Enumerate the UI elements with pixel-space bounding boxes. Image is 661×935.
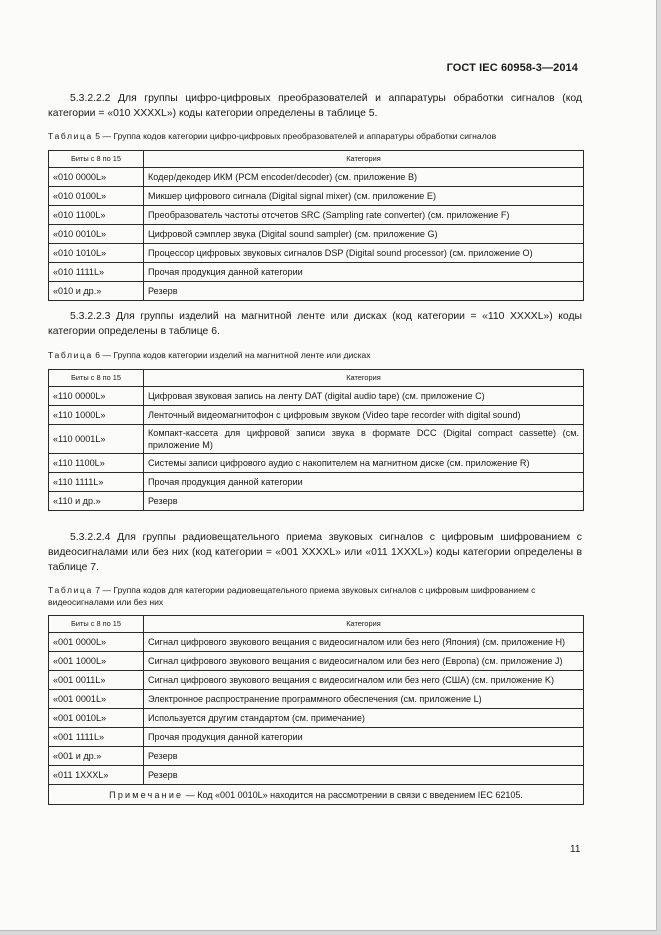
code-cell: «110 1111L» xyxy=(49,473,144,492)
col-category-header: Категория xyxy=(144,151,584,168)
table-header-row xyxy=(49,616,584,633)
note-text: — Код «001 0010L» находится на рассмотрении в связи с введением IEC 62105. xyxy=(183,789,523,800)
category-cell: Ленточный видеомагнитофон с цифровым звуком (Video tape recorder with digital sound) xyxy=(144,406,584,425)
col-bits-header: Биты с 8 по 15 xyxy=(49,370,144,387)
code-cell: «001 1000L» xyxy=(49,652,144,671)
table-header-row xyxy=(49,151,584,168)
code-cell: «110 1100L» xyxy=(49,454,144,473)
table-6 xyxy=(48,369,584,511)
table-row xyxy=(49,728,584,747)
table-row xyxy=(49,225,584,244)
page-number: 11 xyxy=(570,844,581,855)
category-cell: Компакт-кассета для цифровой записи звука в формате DCC (Digital compact cassette) (см. приложение M) xyxy=(144,425,584,454)
category-cell: Используется другим стандартом (см. примечание) xyxy=(144,709,584,728)
table-note-row xyxy=(49,785,584,805)
category-cell: Цифровая звуковая запись на ленту DAT (digital audio tape) (см. приложение C) xyxy=(144,387,584,406)
table-7-caption-label: Таблица xyxy=(48,585,93,595)
table-7-note xyxy=(49,785,584,805)
table-row xyxy=(49,766,584,785)
code-cell: «010 0000L» xyxy=(49,168,144,187)
col-bits-header: Биты с 8 по 15 xyxy=(49,151,144,168)
table-row xyxy=(49,282,584,301)
category-cell: Процессор цифровых звуковых сигналов DSP (Digital sound processor) (см. приложение O) xyxy=(144,244,584,263)
category-cell: Преобразователь частоты отсчетов SRC (Sampling rate converter) (см. приложение F) xyxy=(144,206,584,225)
category-cell: Сигнал цифрового звукового вещания с видеосигналом или без него (Япония) (см. приложение H) xyxy=(144,633,584,652)
table-row xyxy=(49,492,584,511)
category-cell: Резерв xyxy=(144,747,584,766)
code-cell: «001 0011L» xyxy=(49,671,144,690)
table-row xyxy=(49,425,584,454)
code-cell: «110 0000L» xyxy=(49,387,144,406)
table-7 xyxy=(48,615,584,805)
table-5-caption xyxy=(48,130,582,142)
category-cell: Сигнал цифрового звукового вещания с видеосигналом или без него (Европа) (см. приложение J) xyxy=(144,652,584,671)
code-cell: «010 1100L» xyxy=(49,206,144,225)
table-row xyxy=(49,263,584,282)
table-6-caption xyxy=(48,349,582,361)
table-row xyxy=(49,406,584,425)
code-cell: «110 и др.» xyxy=(49,492,144,511)
code-cell: «010 0100L» xyxy=(49,187,144,206)
category-cell: Микшер цифрового сигнала (Digital signal mixer) (см. приложение E) xyxy=(144,187,584,206)
col-category-header: Категория xyxy=(144,616,584,633)
code-cell: «001 0001L» xyxy=(49,690,144,709)
category-cell: Прочая продукция данной категории xyxy=(144,473,584,492)
category-cell: Резерв xyxy=(144,766,584,785)
code-cell: «010 1010L» xyxy=(49,244,144,263)
table-row xyxy=(49,690,584,709)
table-5-caption-label: Таблица xyxy=(48,131,93,141)
category-cell: Кодер/декодер ИКМ (PCM encoder/decoder) (см. приложение B) xyxy=(144,168,584,187)
table-7-caption xyxy=(48,584,582,608)
code-cell: «010 и др.» xyxy=(49,282,144,301)
category-cell: Цифровой сэмплер звука (Digital sound sampler) (см. приложение G) xyxy=(144,225,584,244)
table-row xyxy=(49,168,584,187)
paragraph-5-3-2-2-3: 5.3.2.2.3 Для группы изделий на магнитной ленте или дисках (код категории = «110 XXXXL») коды категории определены в таблице 6. xyxy=(48,311,582,337)
table-row xyxy=(49,387,584,406)
table-5-caption-text: 5 — Группа кодов категории цифро-цифровых преобразователей и аппаратуры обработки сигналов xyxy=(92,131,497,141)
category-cell: Сигнал цифрового звукового вещания с видеосигналом или без него (США) (см. приложение K) xyxy=(144,671,584,690)
col-bits-header: Биты с 8 по 15 xyxy=(49,616,144,633)
paragraph-5-3-2-2-2: 5.3.2.2.2 Для группы цифро-цифровых преобразователей и аппаратуры обработки сигналов (код категории = «010 XXXXL») коды категории определены в таблице 5. xyxy=(48,93,582,119)
note-label: Примечание xyxy=(109,789,184,800)
table-6-caption-label: Таблица xyxy=(48,350,93,360)
table-6-caption-text: 6 — Группа кодов категории изделий на магнитной ленте или дисках xyxy=(92,350,371,360)
category-cell: Прочая продукция данной категории xyxy=(144,263,584,282)
table-row xyxy=(49,206,584,225)
table-row xyxy=(49,747,584,766)
col-category-header: Категория xyxy=(144,370,584,387)
table-row xyxy=(49,709,584,728)
table-row xyxy=(49,633,584,652)
code-cell: «110 1000L» xyxy=(49,406,144,425)
code-cell: «001 1111L» xyxy=(49,728,144,747)
table-row xyxy=(49,187,584,206)
code-cell: «011 1XXXL» xyxy=(49,766,144,785)
standard-header: ГОСТ IEC 60958-3—2014 xyxy=(446,62,578,74)
code-cell: «010 0010L» xyxy=(49,225,144,244)
category-cell: Электронное распространение программного обеспечения (см. приложение L) xyxy=(144,690,584,709)
table-header-row xyxy=(49,370,584,387)
table-7-caption-text: 7 — Группа кодов для категории радиовещательного приема звуковых сигналов с цифровым шифрованием с видеосигналами или без них xyxy=(48,585,536,607)
category-cell: Прочая продукция данной категории xyxy=(144,728,584,747)
code-cell: «001 0010L» xyxy=(49,709,144,728)
code-cell: «110 0001L» xyxy=(49,425,144,454)
table-row xyxy=(49,473,584,492)
category-cell: Системы записи цифрового аудио с накопителем на магнитном диске (см. приложение R) xyxy=(144,454,584,473)
table-row xyxy=(49,454,584,473)
table-row xyxy=(49,652,584,671)
code-cell: «010 1111L» xyxy=(49,263,144,282)
table-row xyxy=(49,244,584,263)
table-row xyxy=(49,671,584,690)
category-cell: Резерв xyxy=(144,492,584,511)
category-cell: Резерв xyxy=(144,282,584,301)
paragraph-5-3-2-2-4: 5.3.2.2.4 Для группы радиовещательного приема звуковых сигналов с цифровым шифрованием с видеосигналами или без них (код категории = «001 XXXXL» или «011 1XXXL») коды категории определены в таблице 7. xyxy=(48,532,582,573)
code-cell: «001 и др.» xyxy=(49,747,144,766)
table-5 xyxy=(48,150,584,301)
code-cell: «001 0000L» xyxy=(49,633,144,652)
